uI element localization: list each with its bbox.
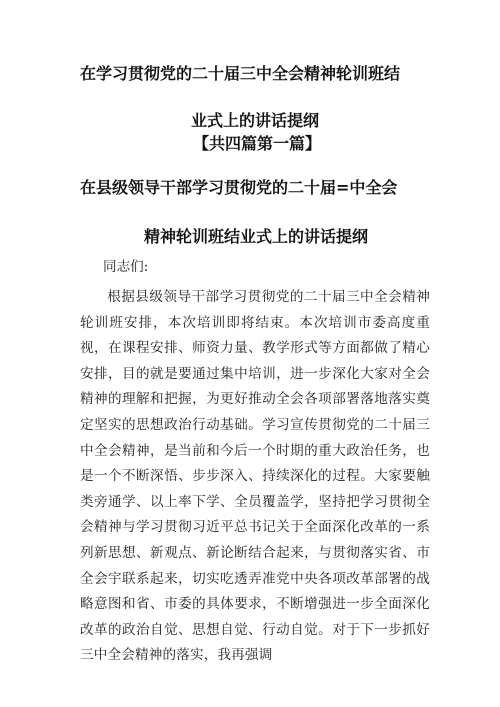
subtitle-line-2: 精神轮训班结业式上的讲话提纲 xyxy=(144,227,369,246)
salutation: 同志们: xyxy=(103,259,149,275)
series-label: 【共四篇第一篇】 xyxy=(193,134,322,153)
subtitle-line-1: 在县级领导干部学习贯彻党的二十届=中全会 xyxy=(80,178,398,197)
title-line-1: 在学习贯彻党的二十届三中全会精神轮训班结 xyxy=(80,64,401,83)
title-line-2: 业式上的讲话提纲 xyxy=(191,111,320,130)
body-paragraph: 根据县级领导干部学习贯彻党的二十届三中全会精神轮训班安排，本次培训即将结束。本次培训市委高度重视，在课程安排、师资力量、教学形式等方面都做了精心安排，目的就是要通过集中培训，进一步深化大家对全会精神的理解和把握，为更好推动全会各项部署落地落实奠定坚实的思想政治行动基础。学习宣传贯彻党的二十届三中全会精神，是当前和今后一个时期的重大政治任务，也是一个不断深悟、步步深入、持续深化的过程。大家要触类旁通学、以上率下学、全员覆盖学，坚持把学习贯彻全会精神与学习贯彻习近平总书记关于全面深化改革的一系列新思想、新观点、新论断结合起来，与贯彻落实省、市全会宇联系起来，切实吃透弄准党中央各项改革部署的战略意图和省、市委的具体要求，不断增强进一步全面深化改革的政治自觉、思想自觉、行动自觉。对于下一步抓好三中全会精神的落实，我再强调 xyxy=(80,289,430,664)
